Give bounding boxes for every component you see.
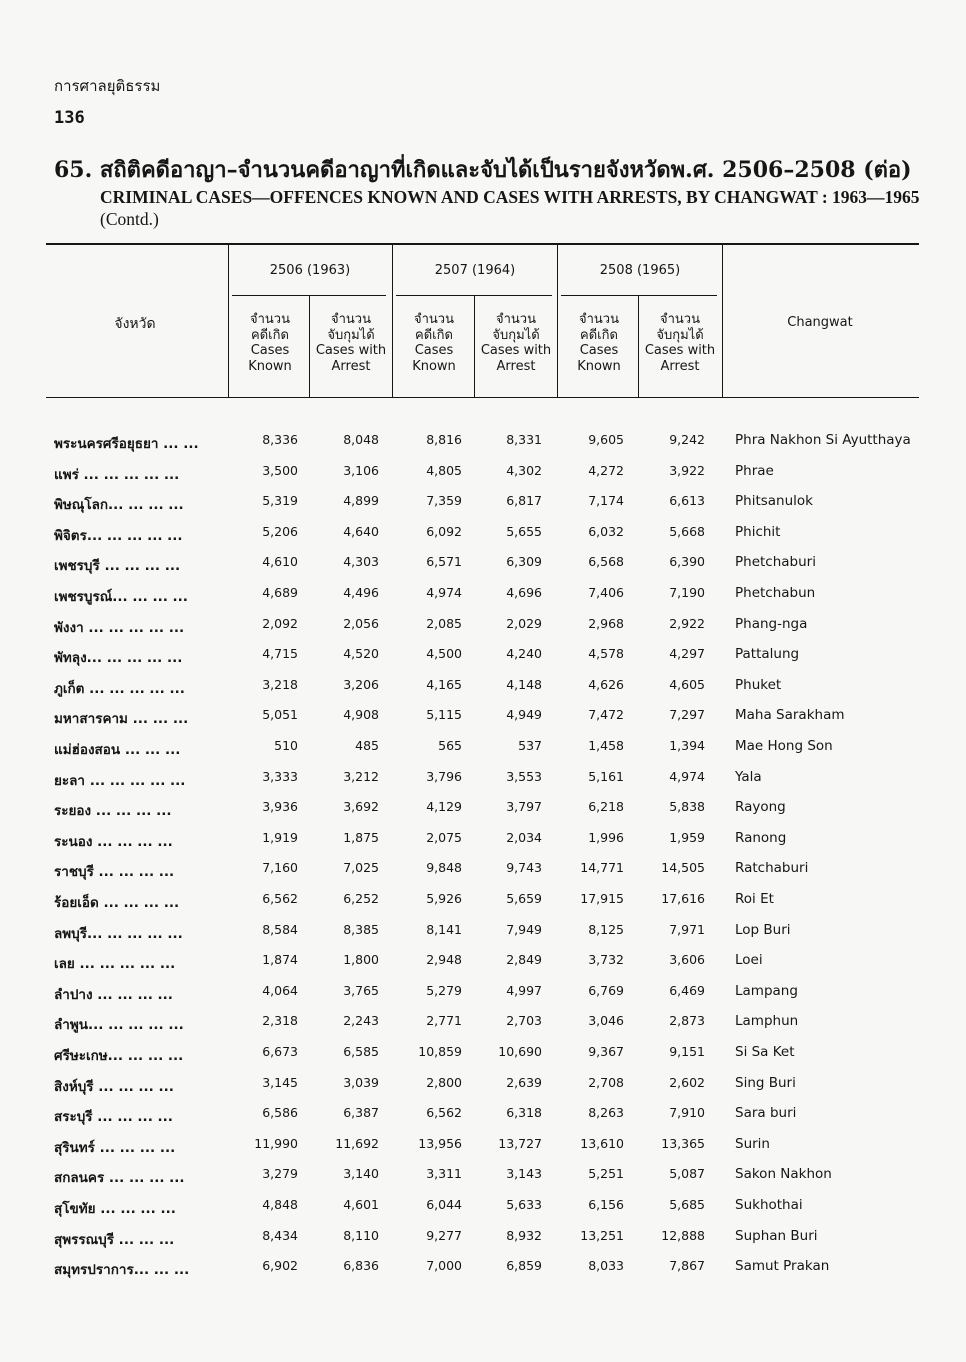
- cell-a64: 4,949: [506, 707, 542, 723]
- cell-a64: 5,655: [506, 523, 542, 539]
- cell-k65: 6,568: [588, 554, 624, 570]
- changwat-english-name: Pattalung: [735, 646, 800, 663]
- changwat-thai-name: เพชรบูรณ์... ... ... ...: [54, 589, 188, 605]
- cell-k63: 8,584: [262, 921, 298, 937]
- changwat-english-name: Samut Prakan: [735, 1258, 830, 1275]
- changwat-english-name: Si Sa Ket: [735, 1044, 795, 1060]
- cell-a64: 2,029: [506, 615, 542, 631]
- cell-k63: 3,333: [262, 768, 298, 784]
- cell-k63: 5,051: [262, 707, 298, 723]
- cell-k65: 8,125: [588, 921, 624, 937]
- changwat-thai-name: เพชรบุรี ... ... ... ...: [54, 558, 181, 575]
- cell-a65: 9,242: [669, 432, 705, 447]
- top-rule: [46, 243, 919, 245]
- cell-a63: 4,601: [343, 1197, 379, 1212]
- table-row: [0, 616, 966, 646]
- cell-k63: 4,610: [262, 554, 298, 570]
- changwat-thai-name: ศรีษะเกษ... ... ... ...: [54, 1048, 184, 1064]
- cell-a64: 8,331: [506, 432, 542, 447]
- changwat-english-name: Surin: [735, 1135, 770, 1152]
- cell-k65: 2,708: [588, 1074, 624, 1090]
- table-row: [0, 952, 966, 982]
- cell-k65: 3,732: [588, 952, 624, 968]
- changwat-thai-name: แพร่ ... ... ... ... ...: [54, 466, 180, 483]
- header-changwat-english: Changwat: [787, 315, 853, 330]
- cell-a63: 4,640: [343, 523, 379, 539]
- cell-a65: 6,613: [669, 493, 705, 509]
- table-row: [0, 646, 966, 676]
- changwat-thai-name: ร้อยเอ็ด ... ... ... ...: [54, 895, 180, 911]
- cell-a64: 10,690: [498, 1044, 542, 1059]
- changwat-thai-name: มหาสารคาม ... ... ...: [54, 711, 189, 728]
- header-cases-arrest: จำนวน จับกุมได้ Cases with Arrest: [480, 312, 552, 374]
- cell-k65: 7,472: [588, 707, 624, 723]
- cell-k63: 3,279: [262, 1166, 298, 1182]
- cell-k65: 13,610: [580, 1135, 624, 1151]
- changwat-english-name: Roi Et: [735, 891, 774, 907]
- cell-a65: 13,365: [661, 1135, 705, 1151]
- changwat-english-name: Phang-nga: [735, 615, 808, 632]
- changwat-english-name: Phetchaburi: [735, 554, 816, 571]
- cell-a63: 8,385: [343, 921, 379, 937]
- cell-a63: 3,106: [343, 462, 379, 478]
- changwat-thai-name: ราชบุรี ... ... ... ...: [54, 864, 175, 881]
- changwat-thai-name: สุโขทัย ... ... ... ...: [54, 1201, 176, 1217]
- title-english-contd: (Contd.): [100, 209, 159, 229]
- cell-k63: 3,936: [262, 799, 298, 815]
- table-row: [0, 738, 966, 768]
- table-row: [0, 1228, 966, 1258]
- changwat-thai-name: ลำปาง ... ... ... ...: [54, 986, 173, 1003]
- cell-a65: 4,605: [669, 676, 705, 692]
- cell-k64: 5,926: [426, 891, 462, 906]
- running-head: การศาลยุติธรรม: [54, 77, 161, 95]
- cell-k63: 4,689: [262, 585, 298, 600]
- changwat-english-name: Sakon Nakhon: [735, 1166, 832, 1183]
- table-row: [0, 493, 966, 523]
- table-row: [0, 1013, 966, 1043]
- cell-k65: 1,458: [588, 738, 624, 753]
- table-row: [0, 1044, 966, 1074]
- cell-k63: 510: [274, 738, 298, 753]
- cell-a65: 2,873: [669, 1013, 705, 1029]
- cell-k64: 6,562: [426, 1105, 462, 1121]
- cell-a63: 6,585: [343, 1044, 379, 1059]
- cell-k65: 6,032: [588, 523, 624, 539]
- cell-a64: 6,318: [506, 1105, 542, 1121]
- cell-a63: 7,025: [343, 860, 379, 876]
- cell-k63: 8,336: [262, 432, 298, 447]
- changwat-english-name: Sara buri: [735, 1105, 797, 1122]
- table-row: [0, 922, 966, 952]
- cell-a65: 5,668: [669, 523, 705, 539]
- changwat-english-name: Sing Buri: [735, 1074, 796, 1091]
- cell-k65: 8,263: [588, 1105, 624, 1121]
- cell-a65: 4,297: [669, 646, 705, 662]
- table-row: [0, 891, 966, 921]
- cell-a63: 4,496: [343, 585, 379, 600]
- cell-k63: 11,990: [254, 1135, 298, 1151]
- cell-a64: 5,659: [506, 891, 542, 906]
- cell-k64: 4,805: [426, 462, 462, 478]
- cell-k64: 9,277: [426, 1227, 462, 1243]
- cell-k63: 6,673: [262, 1044, 298, 1059]
- cell-k64: 4,974: [426, 585, 462, 600]
- changwat-english-name: Phra Nakhon Si Ayutthaya: [735, 432, 911, 448]
- cell-a65: 1,394: [669, 738, 705, 753]
- table-row: [0, 1075, 966, 1105]
- cell-a65: 5,087: [669, 1166, 705, 1182]
- header-cases-arrest: จำนวน จับกุมได้ Cases with Arrest: [315, 312, 387, 374]
- cell-a65: 2,602: [669, 1074, 705, 1090]
- cell-k64: 4,165: [426, 676, 462, 692]
- cell-a65: 7,910: [669, 1105, 705, 1121]
- changwat-thai-name: ระยอง ... ... ... ...: [54, 803, 172, 820]
- table-row: [0, 799, 966, 829]
- table-row: [0, 707, 966, 737]
- cell-k65: 14,771: [580, 860, 624, 876]
- cell-a63: 4,520: [343, 646, 379, 662]
- cell-a64: 13,727: [498, 1135, 542, 1151]
- cell-a65: 12,888: [661, 1227, 705, 1243]
- changwat-thai-name: เลย ... ... ... ... ...: [54, 956, 176, 973]
- table-row: [0, 1258, 966, 1288]
- cell-a63: 4,908: [343, 707, 379, 723]
- cell-k65: 4,578: [588, 646, 624, 662]
- cell-k63: 6,562: [262, 891, 298, 906]
- cell-k64: 8,141: [426, 921, 462, 937]
- cell-k64: 2,948: [426, 952, 462, 968]
- cell-a64: 3,553: [506, 768, 542, 784]
- changwat-thai-name: สุรินทร์ ... ... ... ...: [54, 1139, 176, 1156]
- changwat-english-name: Maha Sarakham: [735, 707, 845, 724]
- cell-k63: 1,874: [262, 952, 298, 968]
- changwat-thai-name: สิงห์บุรี ... ... ... ...: [54, 1078, 174, 1095]
- cell-k63: 4,848: [262, 1197, 298, 1212]
- cell-a63: 2,056: [343, 615, 379, 631]
- cell-a63: 3,765: [343, 982, 379, 998]
- cell-a64: 9,743: [506, 860, 542, 876]
- cell-a63: 1,800: [343, 952, 379, 968]
- cell-k64: 7,000: [426, 1258, 462, 1274]
- changwat-english-name: Ratchaburi: [735, 860, 809, 877]
- cell-a64: 6,309: [506, 554, 542, 570]
- cell-k64: 3,796: [426, 768, 462, 784]
- changwat-english-name: Phitsanulok: [735, 493, 813, 510]
- cell-k64: 4,129: [426, 799, 462, 815]
- cell-a63: 4,899: [343, 493, 379, 509]
- cell-k65: 13,251: [580, 1227, 624, 1243]
- page-number: 136: [54, 108, 85, 128]
- cell-k65: 1,996: [588, 829, 624, 845]
- table-row: [0, 554, 966, 584]
- cell-k63: 8,434: [262, 1227, 298, 1243]
- cell-a64: 2,849: [506, 952, 542, 968]
- cell-a65: 7,867: [669, 1258, 705, 1274]
- cell-a63: 3,692: [343, 799, 379, 815]
- cell-k65: 17,915: [580, 891, 624, 906]
- cell-k64: 9,848: [426, 860, 462, 876]
- cell-k63: 4,715: [262, 646, 298, 662]
- cell-a65: 17,616: [661, 891, 705, 906]
- changwat-english-name: Sukhothai: [735, 1197, 803, 1213]
- table-row: [0, 524, 966, 554]
- cell-k64: 6,092: [426, 523, 462, 539]
- cell-k63: 3,145: [262, 1074, 298, 1090]
- header-cases-known: จำนวน คดีเกิด Cases Known: [577, 312, 621, 374]
- changwat-english-name: Phetchabun: [735, 585, 816, 601]
- cell-k64: 8,816: [426, 432, 462, 447]
- cell-a65: 7,297: [669, 707, 705, 723]
- table-row: [0, 1105, 966, 1135]
- changwat-english-name: Phichit: [735, 523, 781, 540]
- cell-k65: 6,769: [588, 982, 624, 998]
- table-row: [0, 1166, 966, 1196]
- cell-a64: 4,997: [506, 982, 542, 998]
- cell-a65: 7,971: [669, 921, 705, 937]
- changwat-english-name: Lampang: [735, 982, 798, 999]
- changwat-thai-name: พิษณุโลก... ... ... ...: [54, 497, 184, 514]
- changwat-thai-name: พังงา ... ... ... ... ...: [54, 619, 185, 636]
- changwat-english-name: Suphan Buri: [735, 1227, 818, 1244]
- cell-k65: 3,046: [588, 1013, 624, 1029]
- cell-a65: 3,922: [669, 462, 705, 478]
- cell-a63: 3,212: [343, 768, 379, 784]
- header-changwat-thai: จังหวัด: [114, 316, 156, 332]
- cell-k64: 2,800: [426, 1074, 462, 1090]
- cell-a65: 5,685: [669, 1197, 705, 1212]
- changwat-english-name: Rayong: [735, 799, 786, 816]
- cell-k63: 6,586: [262, 1105, 298, 1121]
- header-cases-arrest: จำนวน จับกุมได้ Cases with Arrest: [644, 312, 716, 374]
- changwat-english-name: Mae Hong Son: [735, 738, 833, 754]
- changwat-thai-name: สมุทรปราการ... ... ...: [54, 1262, 190, 1279]
- changwat-thai-name: ลพบุรี... ... ... ... ...: [54, 925, 183, 942]
- cell-a63: 4,303: [343, 554, 379, 570]
- changwat-thai-name: ยะลา ... ... ... ... ...: [54, 772, 186, 789]
- cell-k64: 2,771: [426, 1013, 462, 1029]
- cell-a65: 6,390: [669, 554, 705, 570]
- cell-k63: 2,092: [262, 615, 298, 631]
- cell-a63: 3,140: [343, 1166, 379, 1182]
- changwat-thai-name: พัทลุง... ... ... ... ...: [54, 650, 183, 667]
- cell-k65: 6,156: [588, 1197, 624, 1212]
- cell-k65: 7,174: [588, 493, 624, 509]
- cell-k65: 8,033: [588, 1258, 624, 1274]
- year-rule: [232, 295, 386, 296]
- cell-k64: 2,075: [426, 829, 462, 845]
- cell-k65: 5,161: [588, 768, 624, 784]
- changwat-english-name: Lamphun: [735, 1013, 799, 1030]
- cell-k63: 1,919: [262, 829, 298, 845]
- cell-k63: 7,160: [262, 860, 298, 876]
- cell-k65: 6,218: [588, 799, 624, 815]
- header-year-1964: 2507 (1964): [434, 263, 516, 278]
- table-row: [0, 585, 966, 615]
- cell-a63: 2,243: [343, 1013, 379, 1029]
- changwat-thai-name: ภูเก็ต ... ... ... ... ...: [54, 680, 185, 697]
- title-english-main: CRIMINAL CASES—OFFENCES KNOWN AND CASES WITH ARRESTS, BY CHANGWAT : 1963—1965: [100, 187, 920, 207]
- changwat-thai-name: สกลนคร ... ... ... ...: [54, 1170, 185, 1187]
- cell-a64: 5,633: [506, 1197, 542, 1212]
- cell-a63: 1,875: [343, 829, 379, 845]
- cell-a63: 6,387: [343, 1105, 379, 1121]
- cell-a63: 8,110: [343, 1227, 379, 1243]
- cell-a63: 11,692: [335, 1135, 379, 1151]
- cell-a63: 485: [355, 738, 379, 753]
- changwat-english-name: Lop Buri: [735, 921, 791, 938]
- header-year-1963: 2506 (1963): [269, 263, 351, 278]
- cell-a64: 4,696: [506, 585, 542, 600]
- changwat-thai-name: พิจิตร... ... ... ... ...: [54, 527, 183, 544]
- cell-k64: 3,311: [426, 1166, 462, 1182]
- cell-k63: 2,318: [262, 1013, 298, 1029]
- changwat-thai-name: สระบุรี ... ... ... ...: [54, 1109, 173, 1126]
- cell-a65: 9,151: [669, 1044, 705, 1059]
- cell-a65: 7,190: [669, 585, 705, 600]
- cell-k64: 6,044: [426, 1197, 462, 1212]
- cell-k63: 6,902: [262, 1258, 298, 1274]
- cell-k65: 5,251: [588, 1166, 624, 1182]
- cell-a64: 4,148: [506, 676, 542, 692]
- cell-a64: 4,302: [506, 462, 542, 478]
- cell-k63: 4,064: [262, 982, 298, 998]
- cell-a64: 2,703: [506, 1013, 542, 1029]
- changwat-english-name: Phrae: [735, 462, 774, 479]
- table-row: [0, 432, 966, 462]
- changwat-english-name: Ranong: [735, 829, 787, 846]
- cell-k65: 9,605: [588, 432, 624, 447]
- cell-k63: 3,500: [262, 462, 298, 478]
- cell-a64: 6,859: [506, 1258, 542, 1274]
- cell-k64: 4,500: [426, 646, 462, 662]
- cell-a65: 6,469: [669, 982, 705, 998]
- cell-a63: 6,836: [343, 1258, 379, 1274]
- changwat-thai-name: ลำพูน... ... ... ... ...: [54, 1017, 184, 1034]
- table-row: [0, 983, 966, 1013]
- cell-a64: 2,034: [506, 829, 542, 845]
- cell-a65: 14,505: [661, 860, 705, 876]
- col-divider: [228, 245, 229, 397]
- cell-k64: 13,956: [418, 1135, 462, 1151]
- cell-k64: 5,279: [426, 982, 462, 998]
- cell-a63: 3,039: [343, 1074, 379, 1090]
- cell-a64: 8,932: [506, 1227, 542, 1243]
- cell-a65: 2,922: [669, 615, 705, 631]
- cell-k64: 6,571: [426, 554, 462, 570]
- cell-a63: 3,206: [343, 676, 379, 692]
- cell-k63: 5,319: [262, 493, 298, 509]
- changwat-thai-name: แม่ฮ่องสอน ... ... ...: [54, 742, 181, 758]
- table-row: [0, 1136, 966, 1166]
- cell-k65: 7,406: [588, 585, 624, 600]
- cell-k65: 4,626: [588, 676, 624, 692]
- cell-a64: 537: [518, 738, 542, 753]
- changwat-english-name: Yala: [735, 768, 762, 785]
- cell-k65: 4,272: [588, 462, 624, 478]
- header-year-1965: 2508 (1965): [599, 263, 681, 278]
- header-cases-known: จำนวน คดีเกิด Cases Known: [248, 312, 292, 374]
- table-row: [0, 1197, 966, 1227]
- table-row: [0, 860, 966, 890]
- cell-k64: 5,115: [426, 707, 462, 723]
- cell-k63: 5,206: [262, 523, 298, 539]
- changwat-thai-name: พระนครศรีอยุธยา ... ...: [54, 436, 199, 452]
- cell-k64: 10,859: [418, 1044, 462, 1059]
- cell-k64: 7,359: [426, 493, 462, 509]
- cell-a65: 5,838: [669, 799, 705, 815]
- cell-a64: 6,817: [506, 493, 542, 509]
- cell-k63: 3,218: [262, 676, 298, 692]
- cell-a64: 2,639: [506, 1074, 542, 1090]
- changwat-english-name: Loei: [735, 952, 763, 969]
- cell-a64: 3,143: [506, 1166, 542, 1182]
- header-cases-known: จำนวน คดีเกิด Cases Known: [412, 312, 456, 374]
- table-title-thai: 65. สถิติคดีอาญา–จำนวนคดีอาญาที่เกิดและจับได้เป็นรายจังหวัดพ.ศ. 2506–2508 (ต่อ): [54, 157, 912, 183]
- cell-k64: 565: [438, 738, 462, 753]
- cell-a65: 3,606: [669, 952, 705, 968]
- cell-a65: 4,974: [669, 768, 705, 784]
- changwat-english-name: Phuket: [735, 676, 782, 693]
- cell-a63: 8,048: [343, 432, 379, 447]
- year-rule: [561, 295, 717, 296]
- cell-a64: 3,797: [506, 799, 542, 815]
- cell-a64: 7,949: [506, 921, 542, 937]
- cell-k65: 2,968: [588, 615, 624, 631]
- cell-a64: 4,240: [506, 646, 542, 662]
- header-bottom-rule: [46, 397, 919, 398]
- table-row: [0, 769, 966, 799]
- changwat-thai-name: สุพรรณบุรี ... ... ...: [54, 1231, 175, 1248]
- cell-a63: 6,252: [343, 891, 379, 906]
- cell-k65: 9,367: [588, 1044, 624, 1059]
- cell-k64: 2,085: [426, 615, 462, 631]
- table-row: [0, 677, 966, 707]
- table-title-english: [100, 186, 920, 230]
- col-divider: [722, 245, 723, 397]
- cell-a65: 1,959: [669, 829, 705, 845]
- table-row: [0, 463, 966, 493]
- table-row: [0, 830, 966, 860]
- year-rule: [396, 295, 552, 296]
- changwat-thai-name: ระนอง ... ... ... ...: [54, 833, 173, 850]
